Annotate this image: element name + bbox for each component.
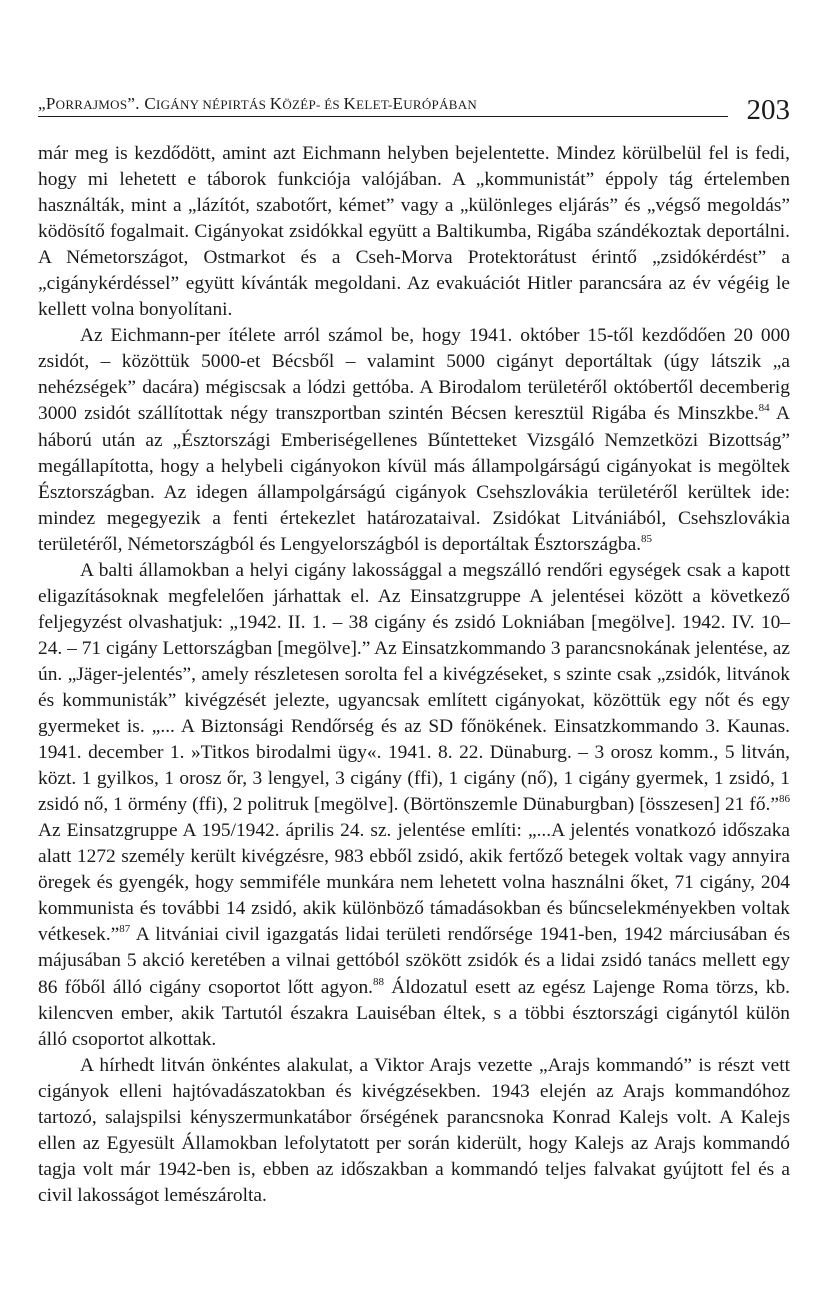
running-head-separator: ”. — [127, 94, 145, 113]
running-head-smallcaps: IGÁNY NÉPIRTÁS — [155, 97, 270, 112]
running-head-quote: „ — [38, 94, 46, 113]
header-rule — [38, 116, 728, 117]
running-head-smallcaps: ORRAJMOS — [55, 97, 128, 112]
paragraph-text: Áldozatul esett az egész Lajenge Roma törzs, kb. kilencven ember, akik Tartutól északra Lauiséban éltek, s a többi észtországi cigánytól külön álló csoportot alkottak. — [38, 976, 791, 1050]
running-head-cap: C — [144, 94, 156, 113]
paragraph-text: Az Einsatzgruppe A 195/1942. április 24. sz. jelentése említi: „...A jelentés vonatkozó időszaka alatt 1272 személy került kivégzésre, 983 ebből zsidó, akik fertőző betegek voltak vagy annyira öregek és gyengék, hogy semmiféle munkára nem lehetett volna használni őket, 71 cigány, 204 kommunista és további 14 zsidó, akik különböző támadásokban és bűncselekményekben voltak vétkesek.” — [38, 820, 790, 946]
footnote-marker: 88 — [373, 975, 384, 988]
paragraph — [38, 323, 790, 557]
paragraph-text: Az Eichmann-per ítélete arról számol be, hogy 1941. október 15-től kezdődően 20 000 zsidót, – közöttük 5000-et Bécsből – valamint 5000 cigányt deportáltak (úgy látszik „a nehézségek” dacára) mégiscsak a lódzi gettóba. A Birodalom területéről októbertől decemberig 3000 zsidót szállítottak négy transzportban szintén Bécsen keresztül Rigába és Minszkbe. — [38, 325, 790, 425]
paragraph-text: A litvániai civil igazgatás lidai területi rendőrsége 1941-ben, 1942 márciusában és májusában 5 akció keretében a vilnai gettóból szökött zsidók és a lidai zsidó tanács mellett egy 86 főből álló cigány csoportot lőtt agyon. — [38, 924, 790, 998]
paragraph-text: A balti államokban a helyi cigány lakossággal a megszálló rendőri egységek csak a kapott eligazításoknak megfelelően járhattak el. Az Einsatzgruppe A jelentései között a következő feljegyzést olvashatjuk: „1942. II. 1. – 38 cigány és zsidó Lokniában [megölve]. 1942. IV. 10–24. – 71 cigány Lettországban [megölve].” Az Einsatzkommando 3 parancsnokának jelentése, az ún. „Jäger-jelentés”, amely részletesen sorolta fel a kivégzéseket, s szinte csak „zsidók, litvánok és kommunisták” kivégzését jelezte, ugyancsak említett cigányokat, közöttük egy nőt és egy gyermeket is. „... A Biztonsági Rendőrség és az SD főnökének. Einsatzkommando 3. Kaunas. 1941. december 1. »Titkos birodalmi ügy«. 1941. 8. 22. Dünaburg. – 3 orosz komm., 5 litván, közt. 1 gyilkos, 1 orosz őr, 3 lengyel, 3 cigány (ffi), 1 cigány (nő), 1 cigány gyermek, 1 zsidó, 1 zsidó nő, 1 örmény (ffi), 2 politruk [megölve]. (Börtönszemle Dünaburgban) [összesen] 21 fő.” — [38, 559, 790, 816]
running-head — [38, 94, 477, 114]
running-head-cap: E — [392, 94, 404, 113]
page-number: 203 — [746, 94, 790, 126]
running-head-smallcaps: ELET- — [356, 97, 393, 112]
paragraph — [38, 1053, 790, 1209]
running-head-cap: K — [343, 94, 357, 113]
footnote-marker: 85 — [641, 532, 653, 545]
running-head-smallcaps: URÓPÁBAN — [403, 97, 478, 112]
paragraph-text: már meg is kezdődött, amint azt Eichmann helyben bejelentette. Mindez körülbelül fel is fedi, hogy mi lehetett e táborok funkciója valójában. A „kommunistát” éppoly tág értelemben használták, mint a „lázítót, szabotőrt, kémet” vagy a „különleges eljárás” és „végső megoldás” ködösítő fogalmait. Cigányokat zsidókkal együtt a Baltikumba, Rigába szándékoztak deportálni. A Németországot, Ostmarkot és a Cseh-Morva Protektorátust érintő „zsidókérdést” a „cigánykérdéssel” együtt kívánták megoldani. Az evakuációt Hitler parancsára az év végéig le kellett volna bonyolítani. — [38, 143, 790, 321]
running-head-smallcaps: ÖZÉP- ÉS — [282, 97, 344, 112]
paragraph — [38, 141, 790, 323]
footnote-marker: 84 — [758, 402, 770, 415]
running-head-cap: K — [269, 94, 283, 113]
paragraph-text: A hírhedt litván önkéntes alakulat, a Viktor Arajs vezette „Arajs kommandó” is részt vett cigányok elleni hajtóvadászatokban és kivégzésekben. 1943 elején az Arajs kommandóhoz tartozó, salajspilsi kényszermunkatábor őrségének parancsnoka Konrad Kalejs volt. A Kalejs ellen az Egyesült Államokban lefolytatott per során kiderült, hogy Kalejs az Arajs kommandó tagja volt már 1942-ben is, ebben az időszakban a kommandó teljes falvakat gyújtott fel és a civil lakosságot lemészárolta. — [38, 1054, 790, 1206]
paragraph — [38, 558, 790, 1053]
paragraph-text: A háború után az „Észtországi Emberiségellenes Bűntetteket Vizsgáló Nemzetközi Bizottság” megállapította, hogy a helybeli cigányokon kívül más állampolgárságú cigányokat is megöltek Észtországban. Az idegen állampolgárságú cigányok Csehszlovákia területéről kerültek ide: mindez megegyezik a fenti értekezlet határozataival. Zsidókat Litvániából, Csehszlovákia területéről, Németországból és Lengyelországból is deportáltak Észtországba. — [38, 403, 791, 555]
footnote-marker: 86 — [779, 793, 790, 806]
body-text — [38, 141, 790, 1209]
running-head-cap: P — [45, 94, 56, 113]
page-header — [38, 88, 790, 124]
footnote-marker: 87 — [119, 923, 131, 936]
